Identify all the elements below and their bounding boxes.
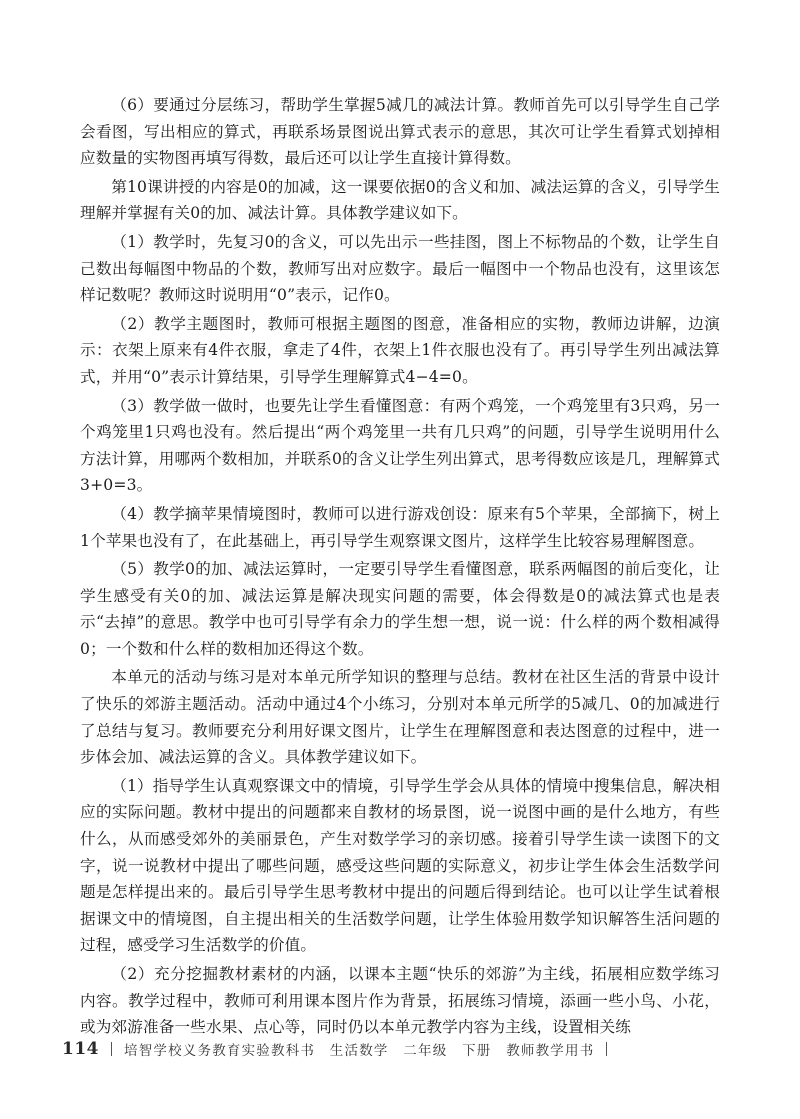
paragraph-zero-operations: （5）教学0的加、减法运算时，一定要引导学生看懂图意，联系两幅图的前后变化，让学生感受有关0的加、减法运算是解决现实问题的需要，体会得数是0的减法算式也是表示“去掉”的意思。教学中也可引导学有余力的学生想一想，说一说：什么样的两个数相减得0；一个数和什么样的数相加还得这个数。: [80, 560, 720, 658]
paragraph-review-zero: （1）教学时，先复习0的含义，可以先出示一些挂图，图上不标物品的个数，让学生自己数出每幅图中物品的个数，教师写出对应数字。最后一幅图中一个物品也没有，这里该怎样记数呢？教师这时说明用“0”表示，记作0。: [80, 232, 720, 305]
footer-divider-end: [606, 1042, 607, 1056]
paragraph-unit-activities: 本单元的活动与练习是对本单元所学知识的整理与总结。教材在社区生活的背景中设计了快乐的郊游主题活动。活动中通过4个小练习，分别对本单元所学的5减几、0的加减进行了总结与复习。教师要充分利用好课文图片，让学生在理解图意和表达图意的过程中，进一步体会加、减法运算的含义。具体教学建议如下。: [80, 668, 720, 767]
page-footer: [62, 1036, 742, 1062]
page-number: 114: [62, 1039, 99, 1059]
paragraph-extend-materials: （2）充分挖掘教材素材的内涵，以课本主题“快乐的郊游”为主线，拓展相应数学练习内容。教学过程中，教师可利用课本图片作为背景，拓展练习情境，添画一些小鸟、小花，或为郊游准备一些水果、点心等，同时仍以本单元教学内容为主线，设置相关练: [80, 965, 720, 1037]
paragraph-lesson-10-intro: 第10课讲授的内容是0的加减，这一课要依据0的含义和加、减法运算的含义，引导学生理解并掌握有关0的加、减法计算。具体教学建议如下。: [80, 177, 720, 223]
paragraph-subtraction-practice: （6）要通过分层练习，帮助学生掌握5减几的减法计算。教师首先可以引导学生自己学会看图，写出相应的算式，再联系场景图说出算式表示的意思，其次可让学生看算式划掉相应数量的实物图再填写得数，最后还可以让学生直接计算得数。: [80, 96, 720, 168]
footer-book-title: 培智学校义务教育实验教科书 生活数学 二年级 下册 教师教学用书: [124, 1043, 595, 1059]
page-body: [80, 92, 720, 1041]
paragraph-observe-situation: （1）指导学生认真观察课文中的情境，引导学生学会从具体的情境中搜集信息，解决相应的实际问题。教材中提出的问题都来自教材的场景图，说一说图中画的是什么地方，有些什么，从而感受郊外的美丽景色，产生对数学学习的亲切感。接着引导学生读一读图下的文字，说一说教材中提出了哪些问题，感受这些问题的实际意义，初步让学生体会生活数学问题是怎样提出来的。最后引导学生思考教材中提出的问题后得到结论。也可以让学生试着根据课文中的情境图，自主提出相关的生活数学问题，让学生体验用数学知识解答生活问题的过程，感受学习生活数学的价值。: [80, 776, 720, 955]
footer-divider: [111, 1042, 112, 1056]
paragraph-chicken-coop: （3）教学做一做时，也要先让学生看懂图意：有两个鸡笼，一个鸡笼里有3只鸡，另一个鸡笼里1只鸡也没有。然后提出“两个鸡笼里一共有几只鸡”的问题，引导学生说明用什么方法计算，用哪两个数相加，并联系0的含义让学生列出算式，思考得数应该是几，理解算式3+0=3。: [80, 396, 720, 495]
paragraph-theme-picture: （2）教学主题图时，教师可根据主题图的图意，准备相应的实物，教师边讲解，边演示：衣架上原来有4件衣服，拿走了4件，衣架上1件衣服也没有了。再引导学生列出减法算式，并用“0”表示计算结果，引导学生理解算式4−4=0。: [80, 314, 720, 386]
paragraph-apple-picking: （4）教学摘苹果情境图时，教师可以进行游戏创设：原来有5个苹果，全部摘下，树上1个苹果也没有了，在此基础上，再引导学生观察课文图片，这样学生比较容易理解图意。: [80, 504, 720, 550]
